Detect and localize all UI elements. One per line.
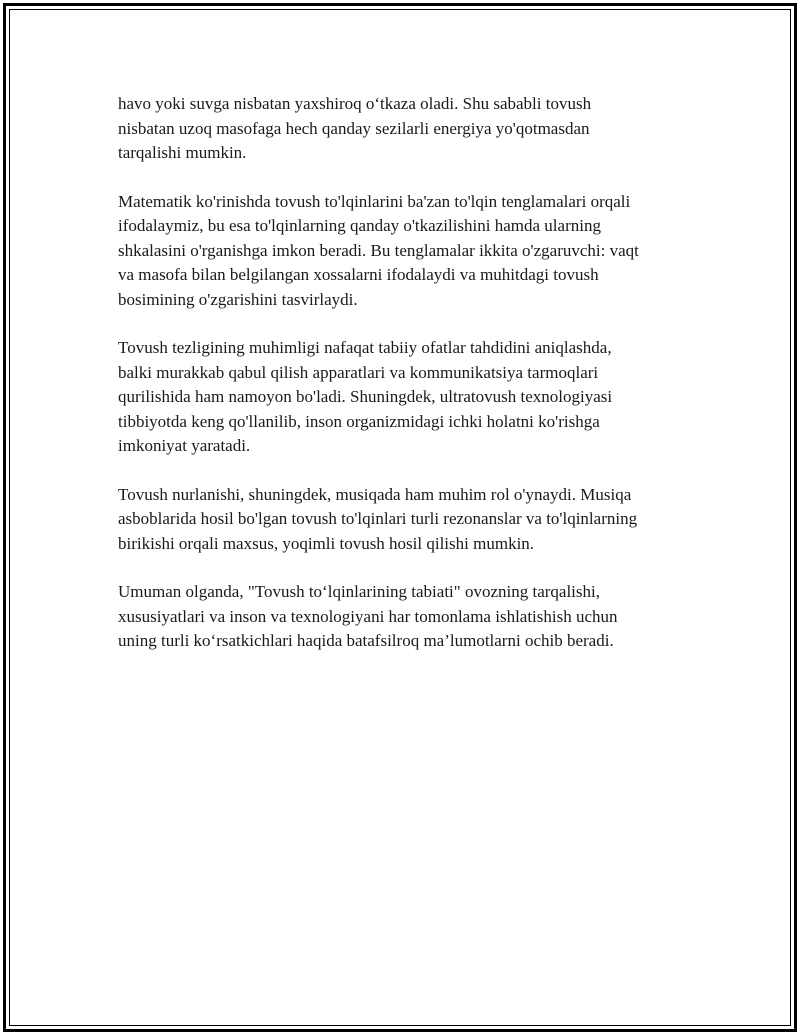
paragraph: Tovush nurlanishi, shuningdek, musiqada ham muhim rol o'ynaydi. Musiqa asboblarida hosil bo'lgan tovush to'lqinlari turli rezonanslar va to'lqinlarning birikishi orqali maxsus, yoqimli tovush hosil qilishi mumkin.: [118, 484, 638, 553]
paragraph: Tovush tezligining muhimligi nafaqat tabiiy ofatlar tahdidini aniqlashda, balki murakkab qabul qilish apparatlari va kommunikatsiya tarmoqlari qurilishida ham namoyon bo'ladi. Shuningdek, ultratovush texnologiyasi tibbiyotda keng qo'llanilib, inson organizmidagi ichki holatni ko'rishga imkoniyat yaratadi.: [118, 338, 613, 455]
paragraph: Umuman olganda, "Tovush to‘lqinlarining tabiati" ovozning tarqalishi, xususiyatlari va inson va texnologiyani har tomonlama ishlatishish uchun uning turli ko‘rsatkichlari haqida batafsilroq ma’lumotlarni ochib beradi.: [118, 582, 618, 650]
paragraph: Matematik ko'rinishda tovush to'lqinlarini ba'zan to'lqin tenglamalari orqali ifodalaymiz, bu esa to'lqinlarning qanday o'tkazilishini hamda ularning shkalasini o'rganishga imkon beradi. Bu tenglamalar ikkita o'zgaruvchi: vaqt va masofa bilan belgilangan xossalarni ifodalaydi va muhitdagi tovush bosimining o'zgarishini tasvirlaydi.: [118, 191, 639, 309]
paragraph: havo yoki suvga nisbatan yaxshiroq o‘tkaza oladi. Shu sababli tovush nisbatan uzoq masofaga hech qanday sezilarli energiya yo'qotmasdan tarqalishi mumkin.: [118, 94, 592, 162]
document-body: [118, 92, 698, 678]
